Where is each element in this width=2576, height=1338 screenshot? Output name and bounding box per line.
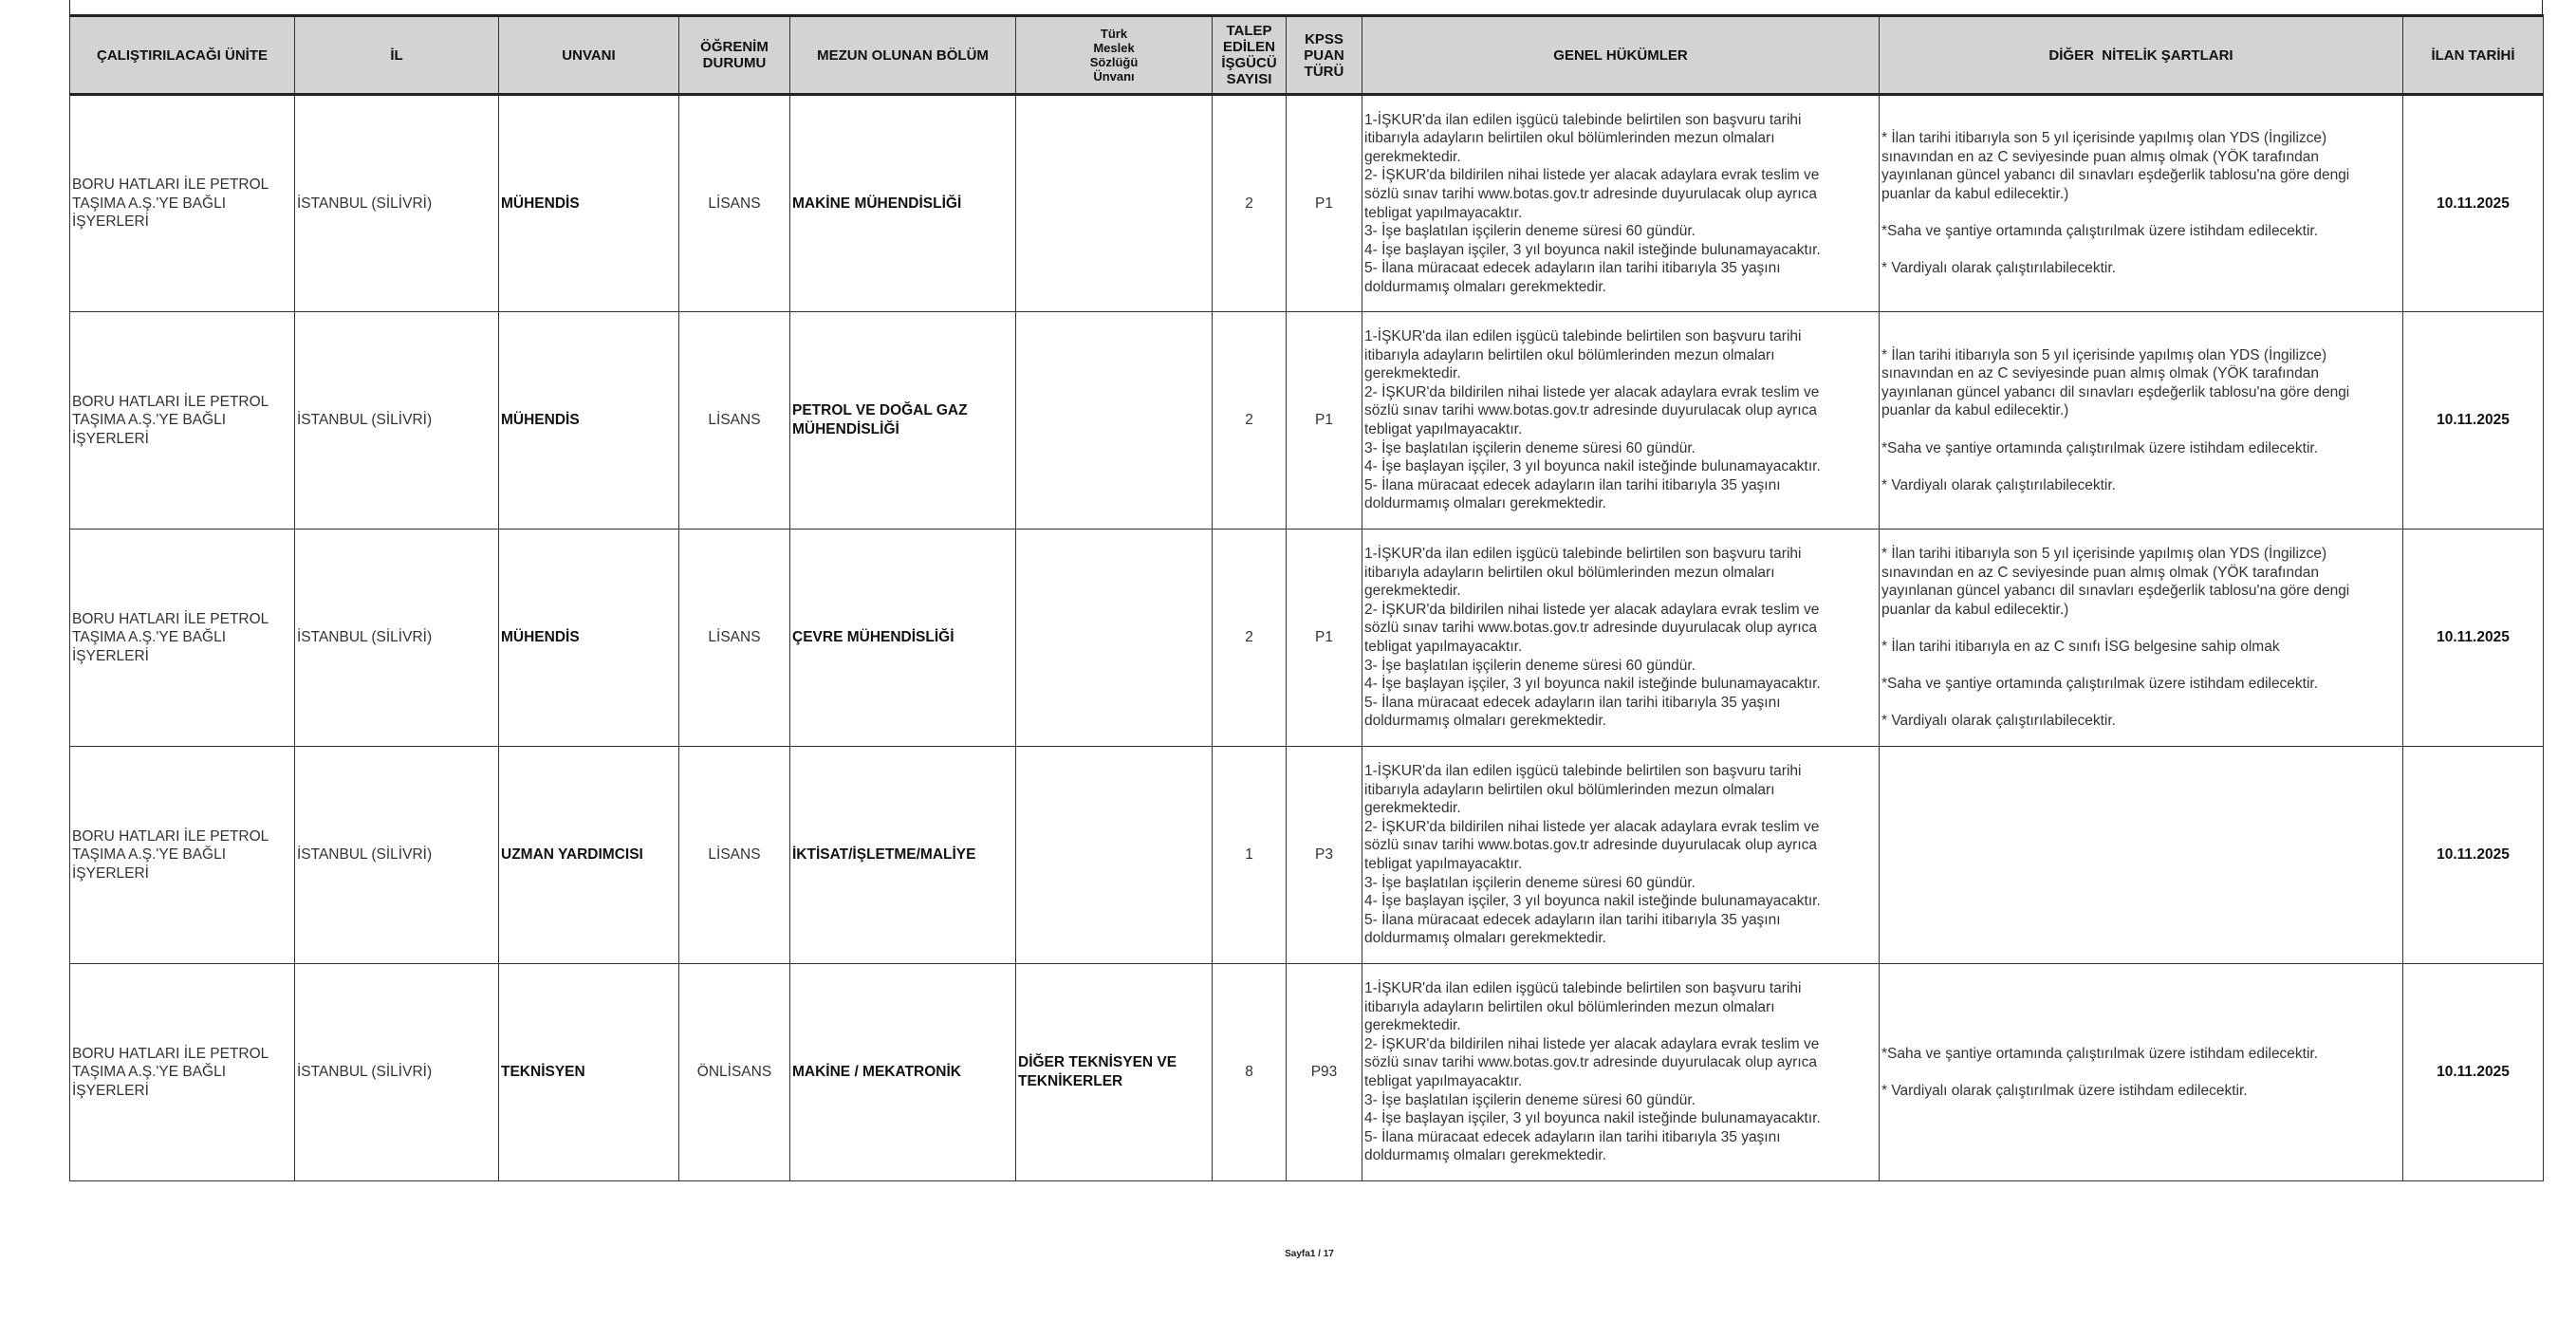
kpss-cell: P1 — [1287, 95, 1362, 312]
table-row — [70, 530, 2544, 747]
table-row — [70, 312, 2544, 530]
genel-hukumler-cell: 1-İŞKUR'da ilan edilen işgücü talebinde belirtilen son başvuru tarihi itibarıyla adayların belirtilen okul bölümlerinden mezun olmaları gerekmektedir. 2- İŞKUR'da bildirilen nihai listede yer alacak adaylara evrak teslim ve sözlü sınav tarihi www.botas.gov.tr adresinde duyurulacak olup ayrıca tebligat yapılmayacaktır. 3- İşe başlatılan işçilerin deneme süresi 60 gündür. 4- İşe başlayan işçiler, 3 yıl boyunca nakil isteğinde bulunamayacaktır. 5- İlana müracaat edecek adayların ilan tarihi itibarıyla 35 yaşını doldurmamış olmaları gerekmektedir. — [1362, 747, 1880, 964]
ilan-tarihi-cell: 10.11.2025 — [2403, 95, 2544, 312]
ogrenim-cell: LİSANS — [679, 95, 790, 312]
ogrenim-cell: ÖNLİSANS — [679, 964, 790, 1181]
header-unvan: UNVANI — [499, 16, 679, 95]
bolum-cell: MAKİNE MÜHENDİSLİĞİ — [790, 95, 1016, 312]
unvan-cell: TEKNİSYEN — [499, 964, 679, 1181]
genel-hukumler-cell: 1-İŞKUR'da ilan edilen işgücü talebinde belirtilen son başvuru tarihi itibarıyla adayların belirtilen okul bölümlerinden mezun olmaları gerekmektedir. 2- İŞKUR'da bildirilen nihai listede yer alacak adaylara evrak teslim ve sözlü sınav tarihi www.botas.gov.tr adresinde duyurulacak olup ayrıca tebligat yapılmayacaktır. 3- İşe başlatılan işçilerin deneme süresi 60 gündür. 4- İşe başlayan işçiler, 3 yıl boyunca nakil isteğinde bulunamayacaktır. 5- İlana müracaat edecek adayların ilan tarihi itibarıyla 35 yaşını doldurmamış olmaları gerekmektedir. — [1362, 530, 1880, 747]
meslek-cell — [1016, 95, 1213, 312]
unite-cell: BORU HATLARI İLE PETROL TAŞIMA A.Ş.'YE BAĞLI İŞYERLERİ — [70, 747, 295, 964]
genel-hukumler-cell: 1-İŞKUR'da ilan edilen işgücü talebinde belirtilen son başvuru tarihi itibarıyla adayların belirtilen okul bölümlerinden mezun olmaları gerekmektedir. 2- İŞKUR'da bildirilen nihai listede yer alacak adaylara evrak teslim ve sözlü sınav tarihi www.botas.gov.tr adresinde duyurulacak olup ayrıca tebligat yapılmayacaktır. 3- İşe başlatılan işçilerin deneme süresi 60 gündür. 4- İşe başlayan işçiler, 3 yıl boyunca nakil isteğinde bulunamayacaktır. 5- İlana müracaat edecek adayların ilan tarihi itibarıyla 35 yaşını doldurmamış olmaları gerekmektedir. — [1362, 964, 1880, 1181]
diger-nitelik-cell: * İlan tarihi itibarıyla son 5 yıl içerisinde yapılmış olan YDS (İngilizce) sınavından en az C seviyesinde puan almış olmak (YÖK tarafından yayınlanan güncel yabancı dil sınavları eşdeğerlik tablosu'na göre dengi puanlar da kabul edilecektir.) * İlan tarihi itibarıyla en az C sınıfı İSG belgesine sahip olmak *Saha ve şantiye ortamında çalıştırılmak üzere istihdam edilecektir. * Vardiyalı olarak çalıştırılabilecektir. — [1880, 530, 2403, 747]
diger-nitelik-cell: * İlan tarihi itibarıyla son 5 yıl içerisinde yapılmış olan YDS (İngilizce) sınavından en az C seviyesinde puan almış olmak (YÖK tarafından yayınlanan güncel yabancı dil sınavları eşdeğerlik tablosu'na göre dengi puanlar da kabul edilecektir.) *Saha ve şantiye ortamında çalıştırılmak üzere istihdam edilecektir. * Vardiyalı olarak çalıştırılabilecektir. — [1880, 95, 2403, 312]
il-cell: İSTANBUL (SİLİVRİ) — [295, 312, 499, 530]
header-genel: GENEL HÜKÜMLER — [1362, 16, 1880, 95]
il-cell: İSTANBUL (SİLİVRİ) — [295, 95, 499, 312]
ilan-tarihi-cell: 10.11.2025 — [2403, 312, 2544, 530]
unvan-cell: MÜHENDİS — [499, 312, 679, 530]
meslek-cell — [1016, 747, 1213, 964]
talep-cell: 2 — [1213, 312, 1287, 530]
unite-cell: BORU HATLARI İLE PETROL TAŞIMA A.Ş.'YE BAĞLI İŞYERLERİ — [70, 95, 295, 312]
il-cell: İSTANBUL (SİLİVRİ) — [295, 747, 499, 964]
page-top-frame — [69, 0, 2543, 14]
bolum-cell: İKTİSAT/İŞLETME/MALİYE — [790, 747, 1016, 964]
header-unite: ÇALIŞTIRILACAĞI ÜNİTE — [70, 16, 295, 95]
ilan-tarihi-cell: 10.11.2025 — [2403, 964, 2544, 1181]
diger-nitelik-cell: *Saha ve şantiye ortamında çalıştırılmak üzere istihdam edilecektir. * Vardiyalı olarak çalıştırılmak üzere istihdam edilecektir. — [1880, 964, 2403, 1181]
bolum-cell: MAKİNE / MEKATRONİK — [790, 964, 1016, 1181]
unite-cell: BORU HATLARI İLE PETROL TAŞIMA A.Ş.'YE BAĞLI İŞYERLERİ — [70, 312, 295, 530]
ogrenim-cell: LİSANS — [679, 530, 790, 747]
il-cell: İSTANBUL (SİLİVRİ) — [295, 964, 499, 1181]
talep-cell: 8 — [1213, 964, 1287, 1181]
table-row — [70, 95, 2544, 312]
ilan-tarihi-cell: 10.11.2025 — [2403, 530, 2544, 747]
meslek-cell — [1016, 312, 1213, 530]
kpss-cell: P3 — [1287, 747, 1362, 964]
header-kpss: KPSS PUAN TÜRÜ — [1287, 16, 1362, 95]
header-tarih: İLAN TARİHİ — [2403, 16, 2544, 95]
ilan-tarihi-cell: 10.11.2025 — [2403, 747, 2544, 964]
unite-cell: BORU HATLARI İLE PETROL TAŞIMA A.Ş.'YE BAĞLI İŞYERLERİ — [70, 964, 295, 1181]
diger-nitelik-cell — [1880, 747, 2403, 964]
kpss-cell: P1 — [1287, 312, 1362, 530]
bolum-cell: PETROL VE DOĞAL GAZ MÜHENDİSLİĞİ — [790, 312, 1016, 530]
meslek-cell: DİĞER TEKNİSYEN VE TEKNİKERLER — [1016, 964, 1213, 1181]
header-diger: DİĞER NİTELİK ŞARTLARI — [1880, 16, 2403, 95]
header-row — [70, 16, 2544, 95]
meslek-cell — [1016, 530, 1213, 747]
unvan-cell: UZMAN YARDIMCISI — [499, 747, 679, 964]
unvan-cell: MÜHENDİS — [499, 95, 679, 312]
page-number: Sayfa1 / 17 — [1285, 1249, 1334, 1259]
talep-cell: 2 — [1213, 95, 1287, 312]
ogrenim-cell: LİSANS — [679, 747, 790, 964]
unvan-cell: MÜHENDİS — [499, 530, 679, 747]
il-cell: İSTANBUL (SİLİVRİ) — [295, 530, 499, 747]
header-talep: TALEP EDİLEN İŞGÜCÜ SAYISI — [1213, 16, 1287, 95]
kpss-cell: P93 — [1287, 964, 1362, 1181]
diger-nitelik-cell: * İlan tarihi itibarıyla son 5 yıl içerisinde yapılmış olan YDS (İngilizce) sınavından en az C seviyesinde puan almış olmak (YÖK tarafından yayınlanan güncel yabancı dil sınavları eşdeğerlik tablosu'na göre dengi puanlar da kabul edilecektir.) *Saha ve şantiye ortamında çalıştırılmak üzere istihdam edilecektir. * Vardiyalı olarak çalıştırılabilecektir. — [1880, 312, 2403, 530]
table-row — [70, 747, 2544, 964]
table-row — [70, 964, 2544, 1181]
bolum-cell: ÇEVRE MÜHENDİSLİĞİ — [790, 530, 1016, 747]
unite-cell: BORU HATLARI İLE PETROL TAŞIMA A.Ş.'YE BAĞLI İŞYERLERİ — [70, 530, 295, 747]
talep-cell: 2 — [1213, 530, 1287, 747]
genel-hukumler-cell: 1-İŞKUR'da ilan edilen işgücü talebinde belirtilen son başvuru tarihi itibarıyla adayların belirtilen okul bölümlerinden mezun olmaları gerekmektedir. 2- İŞKUR'da bildirilen nihai listede yer alacak adaylara evrak teslim ve sözlü sınav tarihi www.botas.gov.tr adresinde duyurulacak olup ayrıca tebligat yapılmayacaktır. 3- İşe başlatılan işçilerin deneme süresi 60 gündür. 4- İşe başlayan işçiler, 3 yıl boyunca nakil isteğinde bulunamayacaktır. 5- İlana müracaat edecek adayların ilan tarihi itibarıyla 35 yaşını doldurmamış olmaları gerekmektedir. — [1362, 95, 1880, 312]
genel-hukumler-cell: 1-İŞKUR'da ilan edilen işgücü talebinde belirtilen son başvuru tarihi itibarıyla adayların belirtilen okul bölümlerinden mezun olmaları gerekmektedir. 2- İŞKUR'da bildirilen nihai listede yer alacak adaylara evrak teslim ve sözlü sınav tarihi www.botas.gov.tr adresinde duyurulacak olup ayrıca tebligat yapılmayacaktır. 3- İşe başlatılan işçilerin deneme süresi 60 gündür. 4- İşe başlayan işçiler, 3 yıl boyunca nakil isteğinde bulunamayacaktır. 5- İlana müracaat edecek adayların ilan tarihi itibarıyla 35 yaşını doldurmamış olmaları gerekmektedir. — [1362, 312, 1880, 530]
kpss-cell: P1 — [1287, 530, 1362, 747]
ogrenim-cell: LİSANS — [679, 312, 790, 530]
header-il: İL — [295, 16, 499, 95]
header-ogrenim: ÖĞRENİM DURUMU — [679, 16, 790, 95]
header-bolum: MEZUN OLUNAN BÖLÜM — [790, 16, 1016, 95]
job-listing-table — [69, 14, 2544, 1181]
talep-cell: 1 — [1213, 747, 1287, 964]
header-meslek: Türk Meslek Sözlüğü Ünvanı — [1016, 16, 1213, 95]
